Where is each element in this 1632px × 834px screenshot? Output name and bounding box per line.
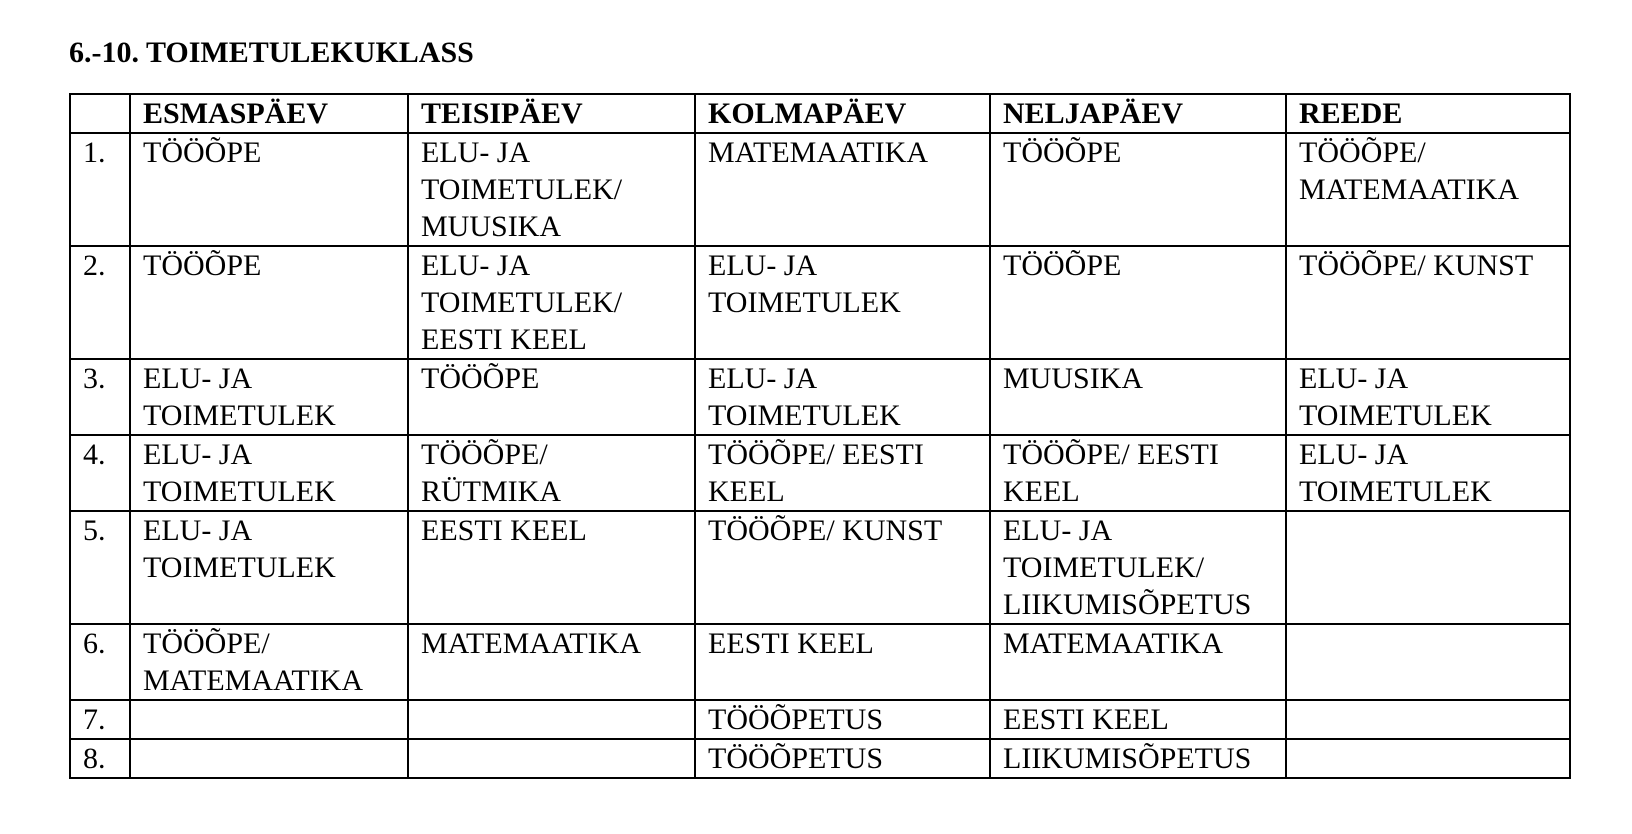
table-cell: MATEMAATIKA (408, 624, 695, 700)
table-cell: TÖÖÕPETUS (695, 700, 990, 739)
day-header-tuesday: TEISIPÄEV (408, 94, 695, 133)
table-cell: TÖÖÕPE (130, 133, 408, 246)
table-cell: MATEMAATIKA (695, 133, 990, 246)
day-header-monday: ESMASPÄEV (130, 94, 408, 133)
table-cell (1286, 511, 1570, 624)
corner-cell (70, 94, 130, 133)
table-cell (408, 700, 695, 739)
table-cell: EESTI KEEL (990, 700, 1286, 739)
table-cell: TÖÖÕPE/ EESTI KEEL (695, 435, 990, 511)
table-row (70, 739, 1570, 778)
table-cell: TÖÖÕPE/ KUNST (695, 511, 990, 624)
table-row (70, 624, 1570, 700)
table-cell: ELU- JA TOIMETULEK (130, 511, 408, 624)
table-cell: ELU- JA TOIMETULEK/ MUUSIKA (408, 133, 695, 246)
table-cell (130, 700, 408, 739)
lesson-number: 2. (70, 246, 130, 359)
table-cell: ELU- JA TOIMETULEK (130, 435, 408, 511)
document-title: 6.-10. TOIMETULEKUKLASS (69, 36, 474, 69)
table-cell: TÖÖÕPE (408, 359, 695, 435)
table-cell: ELU- JA TOIMETULEK (1286, 359, 1570, 435)
table-cell (1286, 700, 1570, 739)
table-cell: TÖÖÕPE/ EESTI KEEL (990, 435, 1286, 511)
table-cell: ELU- JA TOIMETULEK (695, 246, 990, 359)
table-cell (1286, 739, 1570, 778)
table-row (70, 435, 1570, 511)
table-cell: EESTI KEEL (695, 624, 990, 700)
lesson-number: 3. (70, 359, 130, 435)
day-header-thursday: NELJAPÄEV (990, 94, 1286, 133)
timetable (69, 93, 1571, 779)
table-row (70, 511, 1570, 624)
table-cell (1286, 624, 1570, 700)
lesson-number: 8. (70, 739, 130, 778)
table-cell: MATEMAATIKA (990, 624, 1286, 700)
table-cell: EESTI KEEL (408, 511, 695, 624)
table-cell: TÖÖÕPE/ KUNST (1286, 246, 1570, 359)
table-cell: ELU- JA TOIMETULEK/ EESTI KEEL (408, 246, 695, 359)
table-cell: TÖÖÕPE/ MATEMAATIKA (1286, 133, 1570, 246)
table-cell (130, 739, 408, 778)
table-cell: TÖÖÕPE/ RÜTMIKA (408, 435, 695, 511)
day-header-friday: REEDE (1286, 94, 1570, 133)
table-row (70, 133, 1570, 246)
table-cell: TÖÖÕPE (990, 246, 1286, 359)
table-row (70, 246, 1570, 359)
header-row (70, 94, 1570, 133)
table-cell: ELU- JA TOIMETULEK (130, 359, 408, 435)
table-cell (408, 739, 695, 778)
lesson-number: 6. (70, 624, 130, 700)
lesson-number: 4. (70, 435, 130, 511)
table-cell: TÖÖÕPETUS (695, 739, 990, 778)
table-row (70, 359, 1570, 435)
table-cell: ELU- JA TOIMETULEK/ LIIKUMISÕPETUS (990, 511, 1286, 624)
table-cell: TÖÖÕPE/ MATEMAATIKA (130, 624, 408, 700)
table-cell: ELU- JA TOIMETULEK (1286, 435, 1570, 511)
table-cell: ELU- JA TOIMETULEK (695, 359, 990, 435)
day-header-wednesday: KOLMAPÄEV (695, 94, 990, 133)
table-cell: MUUSIKA (990, 359, 1286, 435)
table-cell: TÖÖÕPE (990, 133, 1286, 246)
table-row (70, 700, 1570, 739)
table-cell: TÖÖÕPE (130, 246, 408, 359)
table-cell: LIIKUMISÕPETUS (990, 739, 1286, 778)
lesson-number: 5. (70, 511, 130, 624)
lesson-number: 1. (70, 133, 130, 246)
lesson-number: 7. (70, 700, 130, 739)
